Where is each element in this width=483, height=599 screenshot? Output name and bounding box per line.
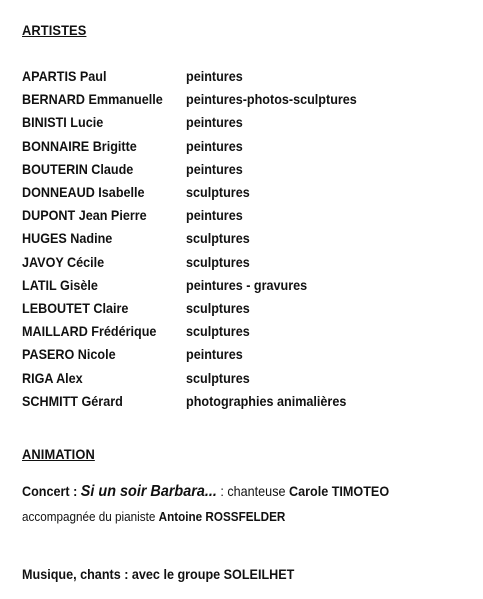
artist-name: HUGES Nadine [22, 230, 113, 247]
artist-name: BOUTERIN Claude [22, 160, 134, 177]
concert-role: : chanteuse [220, 483, 286, 499]
concert-line [22, 483, 389, 501]
artist-medium: peintures [186, 160, 243, 177]
artist-name: PASERO Nicole [22, 346, 116, 363]
artist-medium: peintures [186, 346, 243, 363]
artist-name: SCHMITT Gérard [22, 392, 123, 409]
artist-name: BINISTI Lucie [22, 114, 104, 131]
artist-name: BONNAIRE Brigitte [22, 137, 137, 154]
musique-line: Musique, chants : avec le groupe SOLEILHET [22, 566, 295, 582]
accompaniment-text: accompagnée du pianiste [22, 509, 156, 524]
concert-singer: Carole TIMOTEO [289, 483, 390, 499]
artist-medium: sculptures [186, 184, 250, 200]
artistes-heading: ARTISTES [22, 22, 87, 38]
concert-label: Concert : [22, 483, 78, 499]
artist-name: LEBOUTET Claire [22, 300, 129, 316]
artist-name: JAVOY Cécile [22, 253, 105, 270]
artist-name: RIGA Alex [22, 369, 83, 386]
artist-medium: peintures [186, 114, 243, 131]
artist-medium: peintures - gravures [186, 276, 308, 293]
artist-medium: peintures-photos-sculptures [186, 91, 357, 108]
animation-heading: ANIMATION [22, 446, 95, 462]
artist-name: MAILLARD Frédérique [22, 323, 157, 340]
artist-medium: sculptures [186, 230, 250, 247]
accompaniment-line [22, 509, 285, 524]
artist-medium: sculptures [186, 369, 250, 386]
artist-name: DONNEAUD Isabelle [22, 184, 145, 200]
artist-medium: sculptures [186, 300, 250, 316]
artist-medium: photographies animalières [186, 392, 347, 409]
artist-medium: peintures [186, 137, 243, 154]
pianist-name: Antoine ROSSFELDER [158, 509, 286, 524]
artist-name: LATIL Gisèle [22, 276, 98, 293]
artist-name: BERNARD Emmanuelle [22, 91, 163, 108]
concert-title: Si un soir Barbara... [80, 483, 217, 500]
artist-medium: peintures [186, 68, 243, 84]
artist-medium: peintures [186, 207, 243, 224]
artist-medium: sculptures [186, 323, 250, 340]
artist-name: DUPONT Jean Pierre [22, 207, 147, 224]
artist-medium: sculptures [186, 253, 250, 270]
artist-name: APARTIS Paul [22, 68, 107, 84]
